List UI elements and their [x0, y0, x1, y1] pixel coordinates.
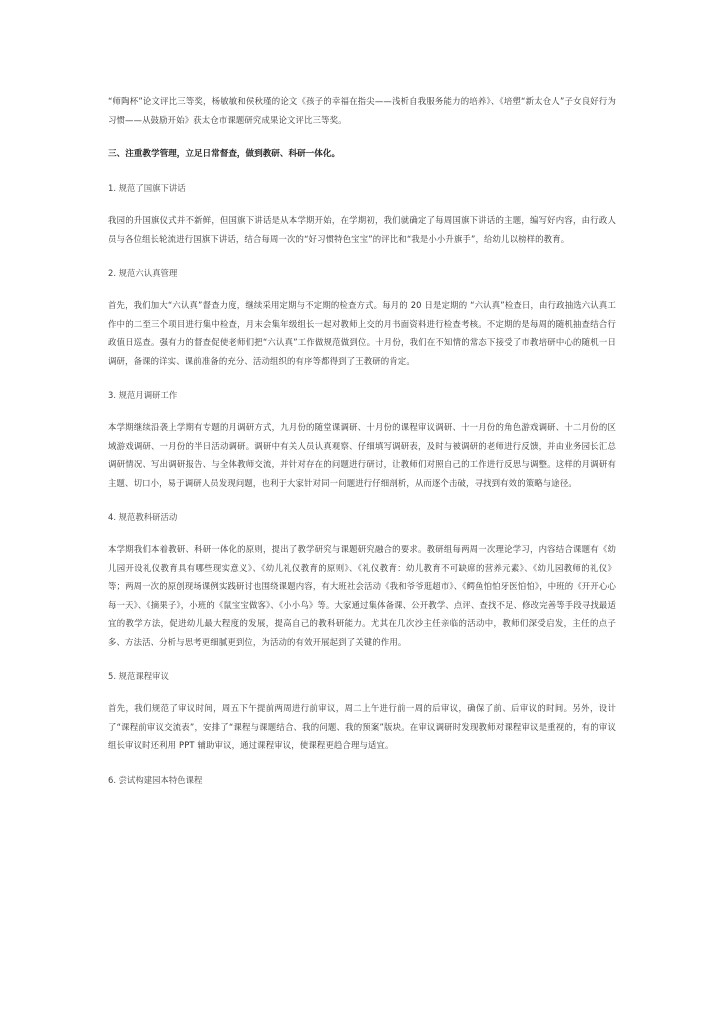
subsection-title-5: 5. 规范课程审议 — [108, 671, 169, 681]
section-heading: 三、注重教学管理，立足日常督查，做到教研、科研一体化。 — [108, 149, 341, 159]
subsection-title-4: 4. 规范教科研活动 — [108, 512, 178, 522]
subsection-body-3: 本学期继续沿袭上学期有专题的月调研方式，九月份的随堂课调研、十月份的课程审议调研、十一月份的角色游戏调研、十二月份的区域游戏调研、一月份的半日活动调研。调研中有关人员认真观察、仔细填写调研表，及时与被调研的老师进行反馈，并由业务园长汇总调研情况、写出调研报告、与全体教师交流，并针对存在的问题进行研讨，让教师们对照自己的工作进行反思与调整。这样的月调研有主题、切口小，易于调研人员发现问题，也利于大家针对同一问题进行仔细剖析，从而逐个击破，寻找到有效的策略与途径。 — [108, 422, 616, 488]
subsection-body-2: 首先，我们加大“六认真”督查力度，继续采用定期与不定期的检查方式。每月的 20 日是定期的 “六认真”检查日，由行政抽选六认真工作中的二至三个项目进行集中检查，月末会集年级组长一起对教师上交的月书面资料进行检查考核。不定期的是每周的随机抽查结合行政值日巡查。强有力的督查促使老师们把“六认真”工作做规范做到位。十月份，我们在不知情的常态下接受了市教培研中心的随机一日调研，备课的详实、课前准备的充分、活动组织的有序等都得到了王教研的肯定。 — [108, 300, 616, 366]
document-page — [108, 92, 616, 789]
subsection-body-1: 我园的升国旗仪式并不新鲜，但国旗下讲话是从本学期开始，在学期初，我们就确定了每周国旗下讲话的主题，编写好内容，由行政人员与各位组长轮流进行国旗下讲话，结合每周一次的“好习惯特色宝宝”的评比和“我是小小升旗手”，给幼儿以榜样的教育。 — [108, 215, 616, 244]
subsection-body-4: 本学期我们本着教研、科研一体化的原则，提出了教学研究与课题研究融合的要求。教研组每两周一次理论学习，内容结合课题有《幼儿园开设礼仪教育具有哪些现实意义》、《幼儿礼仪教育的原则》、《礼仪教育：幼儿教育不可缺席的营养元素》、《幼儿园教师的礼仪》等；两周一次的原创现场课例实践研讨也围绕课题内容，有大班社会活动《我和爷爷逛超市》、《鳄鱼怕怕牙医怕怕》，中班的《开开心心每一天》、《摘果子》，小班的《鼠宝宝做客》、《小小鸟》等。大家通过集体备课、公开教学、点评、查找不足、修改完善等手段寻找最适宜的教学方法，促进幼儿最大程度的发展，提高自己的教科研能力。尤其在几次沙主任亲临的活动中，教师们深受启发，主任的点子多、方法活、分析与思考更细腻更到位，为活动的有效开展起到了关键的作用。 — [108, 544, 616, 647]
subsection-title-2: 2. 规范六认真管理 — [108, 268, 178, 278]
subsection-title-6: 6. 尝试构建园本特色课程 — [108, 774, 203, 785]
subsection-body-5: 首先，我们规范了审议时间，周五下午提前两周进行前审议，周二上午进行前一周的后审议，确保了前、后审议的时间。另外，设计了“课程前审议交流表”，安排了“课程与课题结合、我的问题、我的预案”版块。在审议调研时发现教师对课程审议是重视的，有的审议组长审议时还利用 PPT 辅助审议，通过课程审议，使课程更趋合理与适宜。 — [108, 703, 616, 750]
subsection-title-3: 3. 规范月调研工作 — [108, 390, 178, 400]
subsection-title-1: 1. 规范了国旗下讲话 — [108, 183, 186, 193]
intro-paragraph: “师陶杯”论文评比三等奖，杨敏敏和侯秋瑾的论文《孩子的幸福在指尖——浅析自我服务能力的培养》、《培塑“新太仓人”子女良好行为习惯——从鼓励开始》获太仓市课题研究成果论文评比三等奖。 — [108, 96, 616, 125]
